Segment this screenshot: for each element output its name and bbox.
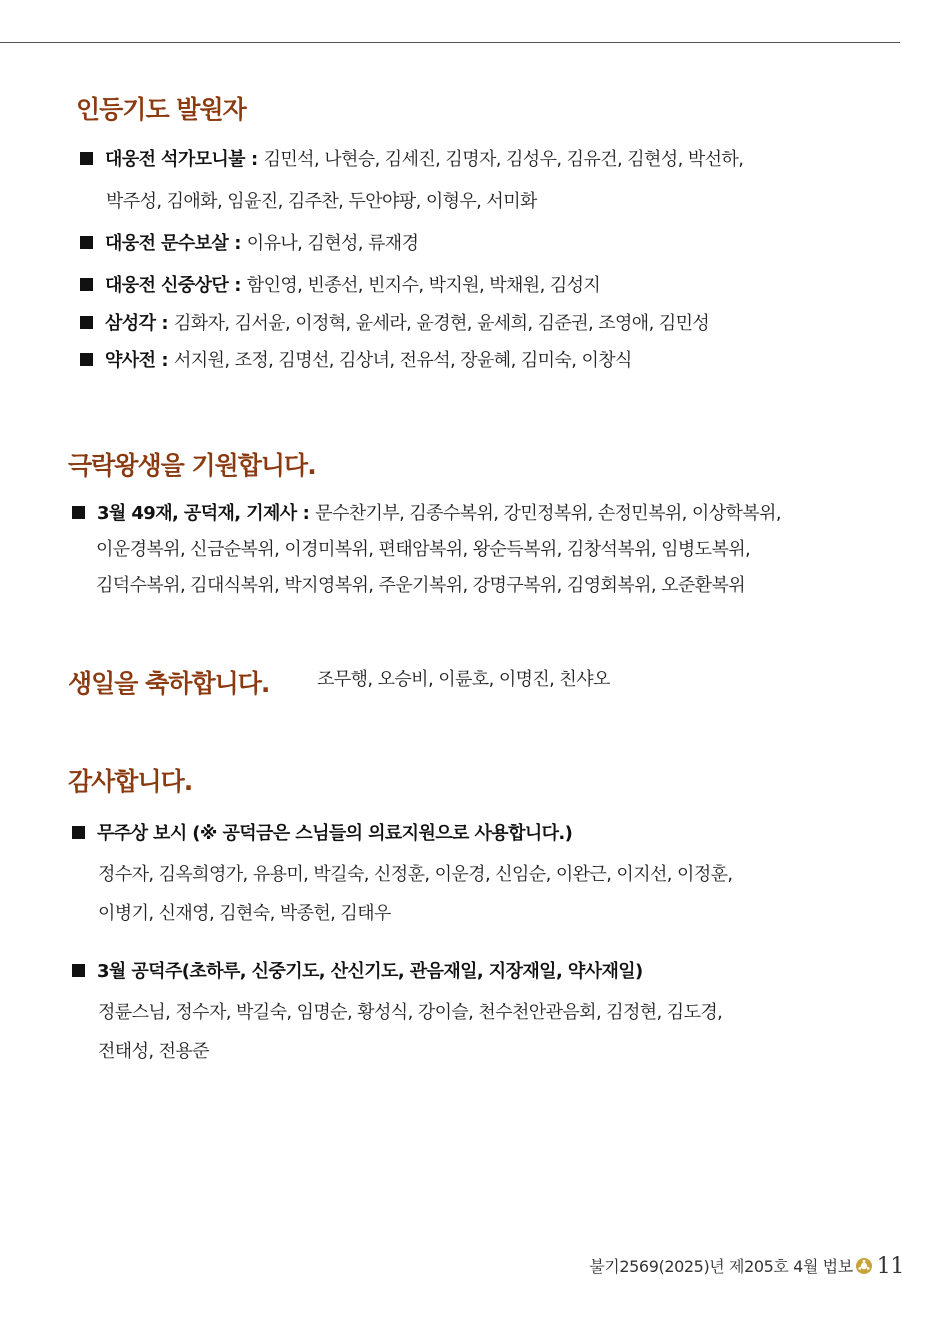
thanks-group-2-header: [72, 960, 643, 984]
thanks-group-2-names: 정륜스님, 정수자, 박길숙, 임명순, 황성식, 강이슬, 천수천안관음회, 김정현, 김도경,: [98, 1002, 723, 1023]
thanks-heading: 감사합니다.: [68, 767, 193, 796]
prayer-item-3: 대웅전 신중상단 : 함인영, 빈종선, 빈지수, 박지원, 박채원, 김성지: [80, 274, 600, 298]
rebirth-heading: 극락왕생을 기원합니다.: [68, 451, 316, 480]
square-bullet-icon: [80, 152, 93, 165]
thanks-group-2-names: 전태성, 전용준: [98, 1041, 209, 1062]
prayer-item-label: 대웅전 석가모니불: [105, 149, 245, 170]
prayer-item-names: 함인영, 빈종선, 빈지수, 박지원, 박채원, 김성지: [246, 275, 601, 296]
prayer-item-label: 대웅전 신중상단: [105, 275, 229, 296]
prayer-item-5: 약사전 : 서지원, 조정, 김명선, 김상녀, 전유석, 장윤혜, 김미숙, 이창식: [80, 349, 632, 373]
thanks-group-2-label: 3월 공덕주(초하루, 신중기도, 산신기도, 관음재일, 지장재일, 약사재일): [97, 961, 643, 982]
square-bullet-icon: [80, 278, 93, 291]
prayer-item-2: 대웅전 문수보살 : 이유나, 김현성, 류재경: [80, 232, 418, 256]
prayer-item-label: 대웅전 문수보살: [105, 233, 229, 254]
rebirth-item-label: 3월 49재, 공덕재, 기제사: [97, 503, 297, 524]
birthday-names: 조무행, 오승비, 이륜호, 이명진, 친샤오: [317, 669, 610, 690]
page-footer: [589, 1254, 904, 1279]
prayer-item-4: 삼성각 : 김화자, 김서윤, 이정혁, 윤세라, 윤경현, 윤세희, 김준권, 조영애, 김민성: [80, 312, 709, 336]
rebirth-names-line: 문수찬기부, 김종수복위, 강민정복위, 손정민복위, 이상학복위,: [315, 503, 781, 524]
thanks-group-1-label: 무주상 보시 (※ 공덕금은 스님들의 의료지원으로 사용합니다.): [97, 823, 573, 844]
square-bullet-icon: [80, 316, 93, 329]
page-number: 11: [876, 1254, 904, 1279]
square-bullet-icon: [80, 353, 93, 366]
rebirth-item: 3월 49재, 공덕재, 기제사 : 문수찬기부, 김종수복위, 강민정복위, 손정민복위, 이상학복위,: [72, 502, 781, 526]
prayer-item-names: 서지원, 조정, 김명선, 김상녀, 전유석, 장윤혜, 김미숙, 이창식: [173, 350, 632, 371]
prayer-item-label: 삼성각: [105, 313, 156, 334]
thanks-group-1-names: 이병기, 신재영, 김현숙, 박종헌, 김태우: [98, 903, 391, 924]
prayer-item-names: 김민석, 나현승, 김세진, 김명자, 김성우, 김유건, 김현성, 박선하,: [263, 149, 744, 170]
square-bullet-icon: [72, 826, 85, 839]
prayer-item-label: 약사전: [105, 350, 156, 371]
prayer-item-names: 박주성, 김애화, 임윤진, 김주찬, 두안야팡, 이형우, 서미화: [106, 191, 537, 212]
thanks-group-1-header: [72, 822, 572, 846]
prayer-item-names: 김화자, 김서윤, 이정혁, 윤세라, 윤경현, 윤세희, 김준권, 조영애, 김민성: [173, 313, 710, 334]
top-divider: [0, 42, 900, 43]
square-bullet-icon: [72, 964, 85, 977]
prayer-item-1: 대웅전 석가모니불 : 김민석, 나현승, 김세진, 김명자, 김성우, 김유건, 김현성, 박선하,: [80, 148, 743, 172]
dharma-wheel-icon: [855, 1257, 873, 1279]
prayer-heading: 인등기도 발원자: [76, 95, 246, 124]
birthday-heading: 생일을 축하합니다.: [68, 669, 270, 698]
issue-info: 불기2569(2025)년 제205호 4월 법보: [589, 1257, 853, 1276]
prayer-item-names: 이유나, 김현성, 류재경: [246, 233, 419, 254]
rebirth-names-line: 김덕수복위, 김대식복위, 박지영복위, 주운기복위, 강명구복위, 김영회복위, 오준환복위: [96, 575, 746, 596]
rebirth-names-line: 이운경복위, 신금순복위, 이경미복위, 편태암복위, 왕순득복위, 김창석복위, 임병도복위,: [96, 539, 751, 560]
prayer-item-1-continued: [106, 190, 537, 214]
thanks-group-1-names: 정수자, 김옥희영가, 유용미, 박길숙, 신정훈, 이운경, 신임순, 이완근, 이지선, 이정훈,: [98, 864, 733, 885]
square-bullet-icon: [72, 506, 85, 519]
square-bullet-icon: [80, 236, 93, 249]
